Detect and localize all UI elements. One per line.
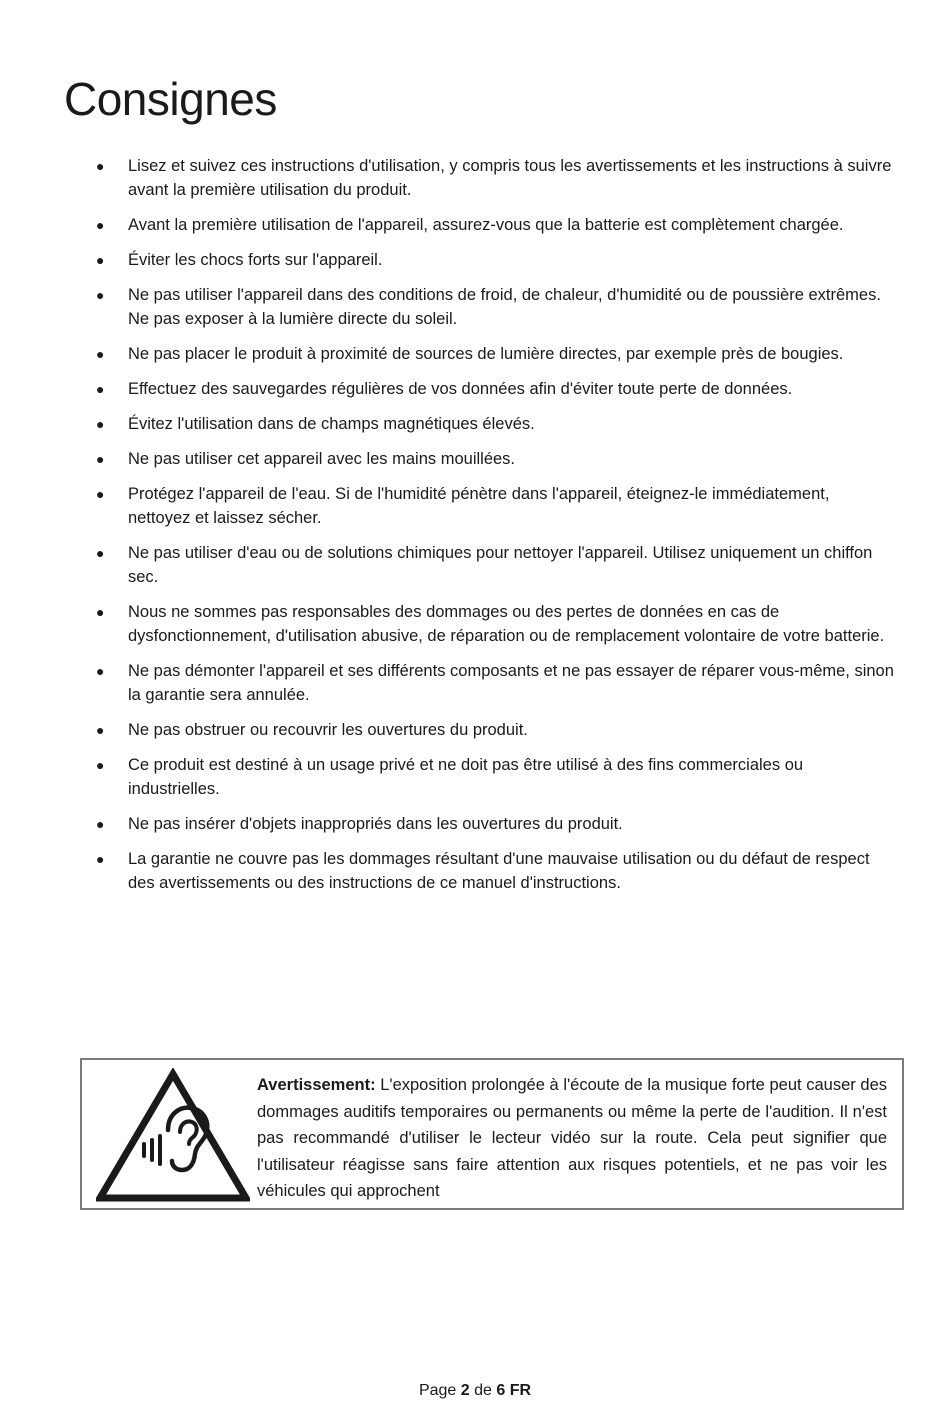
warning-box — [80, 1058, 904, 1210]
instruction-text: Ne pas placer le produit à proximité de sources de lumière directes, par exemple près de bougies. — [128, 345, 844, 363]
bullet-icon: ● — [96, 287, 105, 303]
bullet-icon: ● — [96, 722, 105, 738]
bullet-icon: ● — [96, 451, 105, 467]
bullet-icon: ● — [96, 486, 105, 502]
instruction-text: Ne pas démonter l'appareil et ses différents composants et ne pas essayer de réparer vous-même, sinon la garantie sera annulée. — [128, 662, 894, 704]
instruction-item — [94, 447, 894, 471]
page-title: Consignes — [64, 73, 277, 125]
instruction-text: Évitez l'utilisation dans de champs magnétiques élevés. — [128, 415, 535, 433]
bullet-icon: ● — [96, 346, 105, 362]
instruction-text: La garantie ne couvre pas les dommages résultant d'une mauvaise utilisation ou du défaut de respect des avertissements ou des instructions de ce manuel d'instructions. — [128, 850, 870, 892]
footer-prefix: Page — [418, 1382, 457, 1399]
bullet-icon: ● — [96, 816, 105, 832]
bullet-icon: ● — [96, 217, 105, 233]
bullet-icon: ● — [96, 851, 105, 867]
instruction-text: Ce produit est destiné à un usage privé et ne doit pas être utilisé à des fins commerciales ou industrielles. — [128, 756, 804, 798]
instruction-item — [94, 283, 894, 331]
instruction-item — [94, 412, 894, 436]
instruction-item — [94, 753, 894, 801]
warning-body: L'exposition prolongée à l'écoute de la musique forte peut causer des dommages auditifs temporaires ou permanents ou même la perte de l'audition. Il n'est pas recommandé d'utiliser le lecteur vidéo sur la route. Cela peut signifier que l'utilisateur réagisse sans faire attention aux risques potentiels, et ne pas voir les véhicules qui approchent — [257, 1076, 887, 1200]
instruction-item — [94, 377, 894, 401]
bullet-icon: ● — [96, 252, 105, 268]
footer-current-page: 2 — [460, 1382, 470, 1399]
bullet-icon: ● — [96, 416, 105, 432]
instruction-item — [94, 659, 894, 707]
instruction-text: Avant la première utilisation de l'appareil, assurez-vous que la batterie est complètement chargée. — [128, 216, 844, 234]
instruction-item — [94, 718, 894, 742]
instruction-text: Ne pas utiliser cet appareil avec les mains mouillées. — [128, 450, 516, 468]
footer-separator: de — [474, 1382, 492, 1399]
instruction-item — [94, 600, 894, 648]
instruction-item — [94, 541, 894, 589]
bullet-icon: ● — [96, 381, 105, 397]
footer-total-pages: 6 — [496, 1382, 506, 1399]
instruction-item — [94, 812, 894, 836]
instruction-text: Ne pas obstruer ou recouvrir les ouvertures du produit. — [128, 721, 528, 739]
warning-text — [257, 1072, 887, 1205]
instruction-text: Protégez l'appareil de l'eau. Si de l'humidité pénètre dans l'appareil, éteignez-le immédiatement, nettoyez et laissez sécher. — [128, 485, 830, 527]
instruction-item — [94, 342, 894, 366]
bullet-icon: ● — [96, 158, 105, 174]
hearing-warning-icon — [96, 1068, 250, 1204]
instruction-text: Nous ne sommes pas responsables des dommages ou des pertes de données en cas de dysfonctionnement, d'utilisation abusive, de réparation ou de remplacement volontaire de votre batterie. — [128, 603, 885, 645]
page-footer — [0, 1382, 950, 1400]
instruction-text: Effectuez des sauvegardes régulières de vos données afin d'éviter toute perte de données. — [128, 380, 793, 398]
instruction-text: Lisez et suivez ces instructions d'utilisation, y compris tous les avertissements et les instructions à suivre avant la première utilisation du produit. — [128, 157, 892, 199]
footer-language: FR — [509, 1382, 532, 1399]
instruction-item — [94, 482, 894, 530]
warning-label: Avertissement: — [257, 1076, 376, 1094]
instruction-text: Ne pas utiliser d'eau ou de solutions chimiques pour nettoyer l'appareil. Utilisez uniquement un chiffon sec. — [128, 544, 873, 586]
instruction-text: Ne pas utiliser l'appareil dans des conditions de froid, de chaleur, d'humidité ou de poussière extrêmes. Ne pas exposer à la lumière directe du soleil. — [128, 286, 881, 328]
instruction-item — [94, 248, 894, 272]
instructions-list — [94, 154, 894, 906]
instruction-text: Éviter les chocs forts sur l'appareil. — [128, 251, 383, 269]
bullet-icon: ● — [96, 757, 105, 773]
instruction-text: Ne pas insérer d'objets inappropriés dans les ouvertures du produit. — [128, 815, 623, 833]
bullet-icon: ● — [96, 545, 105, 561]
instruction-item — [94, 213, 894, 237]
bullet-icon: ● — [96, 604, 105, 620]
bullet-icon: ● — [96, 663, 105, 679]
instruction-item — [94, 847, 894, 895]
instruction-item — [94, 154, 894, 202]
